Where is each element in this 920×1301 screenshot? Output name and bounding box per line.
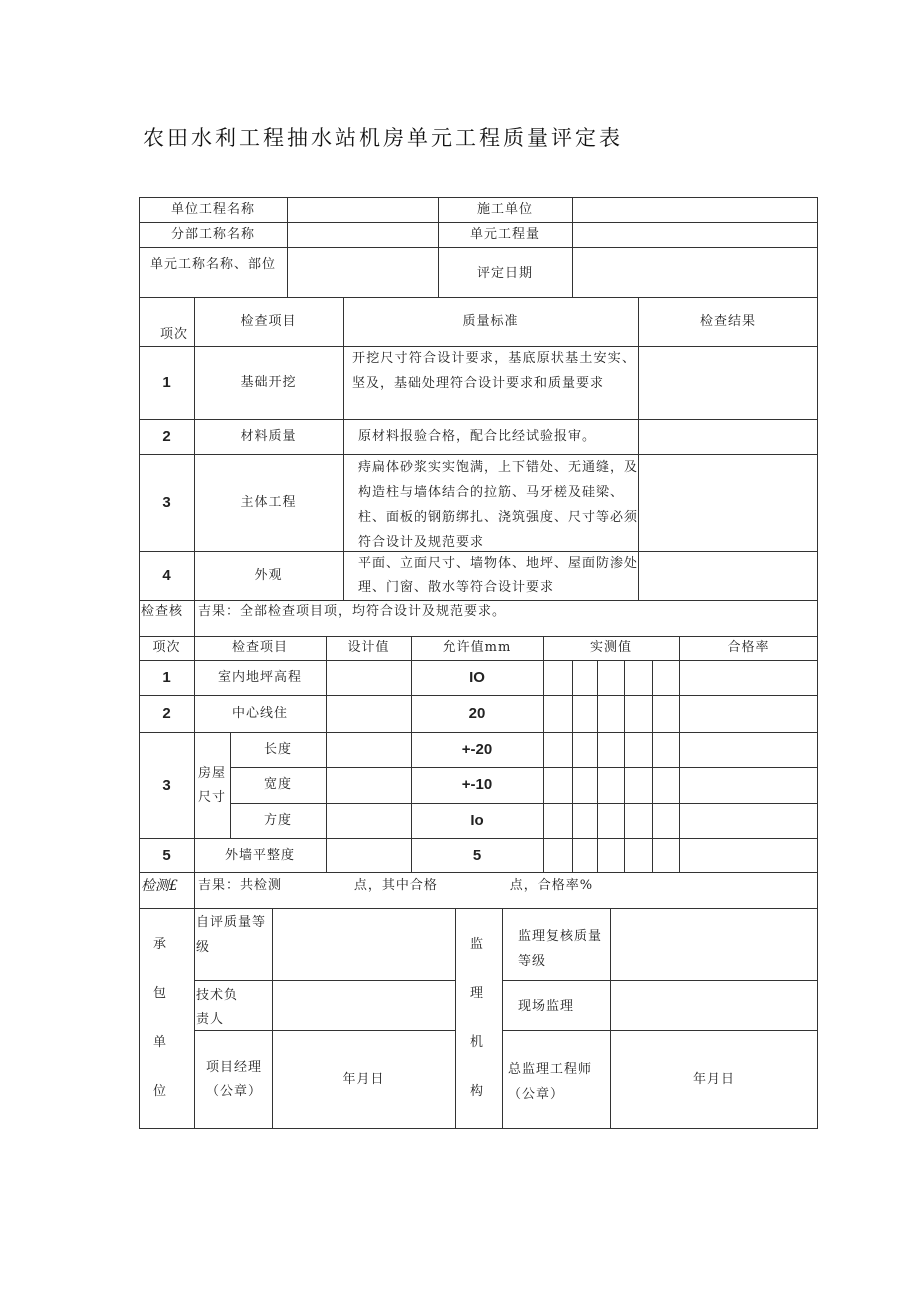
measure-col-tolerance: 允许值mm	[442, 640, 512, 655]
measure-row-3-no: 3	[162, 777, 171, 794]
unit-project-label: 单位工程名称	[170, 202, 255, 217]
measure-row-1-item: 室内地坪高程	[217, 670, 302, 685]
inspection-row-2-no: 2	[162, 428, 171, 445]
inspection-row-4-no: 4	[162, 567, 171, 584]
measure-row-1-no: 1	[162, 669, 171, 686]
measure-summary-text: 吉果：共检测 点，其中合格 点，合格率%	[198, 878, 594, 893]
measure-row-5-item: 外墙平整度	[224, 848, 295, 863]
inspection-col-no: 项次	[160, 327, 189, 342]
inspection-row-3-standard: 痔扁体砂浆实实饱满，上下错处、无通缝，及构造柱与墙体结合的拉筋、马牙槎及硅梁、柱、面板的钢筋绑扎、浇筑强度、尺寸等必须符合设计及规范要求	[358, 460, 639, 550]
inspection-col-result: 检查结果	[699, 314, 756, 329]
date-label: 评定日期	[476, 266, 533, 281]
division-label: 分部工称名称	[170, 227, 255, 242]
contractor-date: 年月日	[342, 1072, 385, 1087]
inspection-row-4-item: 外观	[254, 568, 283, 583]
inspection-row-3-item: 主体工程	[240, 495, 297, 510]
site-supervisor-label: 现场监理	[518, 999, 575, 1014]
inspection-col-item: 检查项目	[240, 314, 297, 329]
inspection-row-4-standard: 平面、立面尺寸、墙物体、地坪、屋面防渗处理、门窗、散水等符合设计要求	[358, 556, 639, 595]
measure-col-no: 项次	[152, 640, 181, 655]
supervisor-date: 年月日	[692, 1072, 735, 1087]
inspection-row-3-no: 3	[162, 494, 171, 511]
measure-row-3c-tolerance: Io	[470, 812, 484, 829]
inspection-row-2-item: 材料质量	[240, 429, 297, 444]
measure-row-2-no: 2	[162, 705, 171, 722]
measure-summary-label: 检测£	[141, 878, 178, 894]
element-label: 单元工称名称、部位	[149, 257, 276, 272]
measure-row-5-tolerance: 5	[472, 847, 482, 864]
review-grade-label: 监理复核质量等级	[518, 929, 603, 969]
measure-row-3b-tolerance: +-10	[461, 776, 493, 793]
chief-supervisor-label: 总监理工程师（公章）	[508, 1062, 593, 1102]
measure-row-3b-item: 宽度	[263, 777, 292, 792]
measure-row-3c-item: 方度	[263, 813, 292, 828]
measure-col-design: 设计值	[347, 640, 390, 655]
measure-row-5-no: 5	[162, 847, 171, 864]
self-grade-label: 自评质量等级	[196, 915, 267, 955]
measure-row-2-tolerance: 20	[468, 705, 486, 722]
measure-col-item: 检查项目	[231, 640, 288, 655]
inspection-summary-text: 吉果：全部检查项目项，均符合设计及规范要求。	[198, 604, 507, 619]
tech-lead-label: 技术负责人	[196, 988, 239, 1027]
inspection-row-1-standard: 开挖尺寸符合设计要求，基底原状基土安实、坚及，基础处理符合设计要求和质量要求	[352, 351, 636, 391]
measure-col-measured: 实测值	[589, 640, 632, 655]
page-title: 农田水利工程抽水站机房单元工程质量评定表	[143, 126, 623, 150]
measure-row-3-tolerance: +-20	[461, 741, 493, 758]
measure-col-rate: 合格率	[727, 640, 770, 655]
pm-label: 项目经理（公章）	[205, 1060, 262, 1099]
measure-row-3-item: 长度	[263, 742, 292, 757]
quantity-label: 单元工程量	[469, 227, 540, 242]
supervisor-unit-label: 监理机构	[469, 937, 484, 1099]
measure-row-1-tolerance: IO	[469, 669, 485, 686]
inspection-col-standard: 质量标准	[462, 314, 519, 329]
measure-row-2-item: 中心线住	[231, 706, 288, 721]
inspection-row-1-no: 1	[162, 374, 171, 391]
contractor-label: 施工单位	[476, 202, 533, 217]
inspection-row-1-item: 基础开挖	[240, 375, 297, 390]
inspection-row-2-standard: 原材料报验合格，配合比经试验报审。	[358, 429, 597, 444]
measure-row-3-group: 房屋尺寸	[197, 766, 226, 805]
contractor-unit-label: 承包单位	[152, 937, 167, 1099]
inspection-summary-label: 检查核	[141, 604, 184, 619]
